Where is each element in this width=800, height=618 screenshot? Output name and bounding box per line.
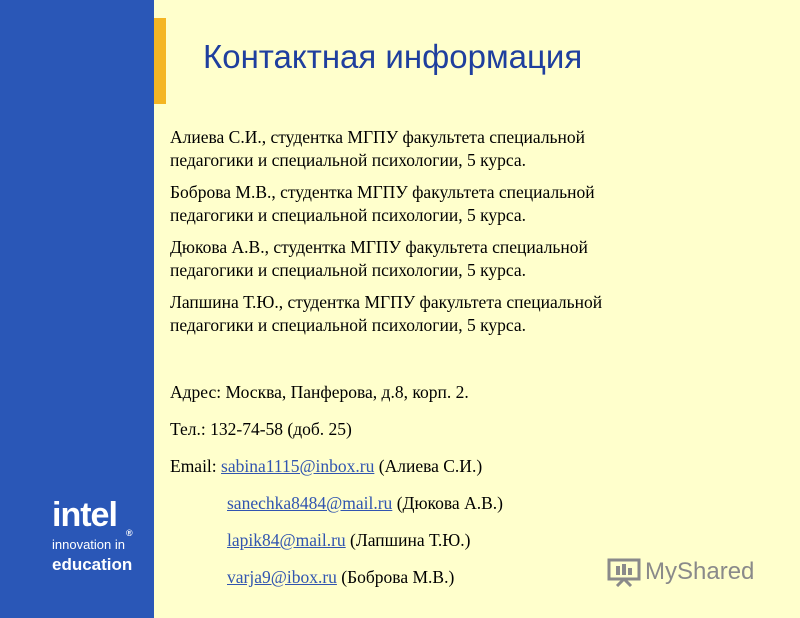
intel-logo bbox=[52, 497, 152, 574]
contact-entry bbox=[170, 291, 785, 337]
entry-line: педагогики и специальной психологии, 5 курса. bbox=[170, 260, 526, 280]
email-owner: (Лапшина Т.Ю.) bbox=[345, 530, 471, 550]
phone-line: Тел.: 132-74-58 (доб. 25) bbox=[170, 419, 352, 439]
entry-line: Дюкова А.В., студентка МГПУ факультета специальной bbox=[170, 237, 588, 257]
intel-wordmark bbox=[52, 496, 132, 538]
intel-word: intel bbox=[52, 496, 117, 534]
page-title: Контактная информация bbox=[203, 38, 583, 75]
entry-line: педагогики и специальной психологии, 5 курса. bbox=[170, 205, 526, 225]
contact-entry bbox=[170, 181, 785, 227]
watermark-text: MyShared bbox=[645, 558, 755, 585]
email-line bbox=[170, 529, 785, 552]
email-label: Email: bbox=[170, 456, 222, 476]
myshared-watermark bbox=[607, 557, 754, 587]
entry-line: Лапшина Т.Ю., студентка МГПУ факультета специальной bbox=[170, 292, 603, 312]
email-line bbox=[170, 455, 785, 478]
logo-tagline: education bbox=[52, 555, 133, 574]
presentation-board-icon bbox=[607, 557, 641, 587]
accent-bar bbox=[154, 18, 166, 104]
entry-line: педагогики и специальной психологии, 5 курса. bbox=[170, 150, 526, 170]
registered-mark: ® bbox=[126, 528, 132, 538]
email-link-lapshina[interactable]: lapik84@mail.ru bbox=[227, 530, 346, 550]
email-link-bobrova[interactable]: varja9@ibox.ru bbox=[227, 567, 337, 587]
entry-line: педагогики и специальной психологии, 5 курса. bbox=[170, 315, 526, 335]
email-line bbox=[170, 492, 785, 515]
logo-tagline: innovation in bbox=[52, 537, 125, 552]
address-line: Адрес: Москва, Панферова, д.8, корп. 2. bbox=[170, 382, 469, 402]
email-owner: (Дюкова А.В.) bbox=[392, 493, 503, 513]
email-link-alieva[interactable]: sabina1115@inbox.ru bbox=[221, 456, 375, 476]
contact-entry bbox=[170, 236, 785, 282]
entry-line: Алиева С.И., студентка МГПУ факультета специальной bbox=[170, 127, 586, 147]
email-owner: (Алиева С.И.) bbox=[374, 456, 483, 476]
contact-content bbox=[170, 126, 785, 603]
contact-entry bbox=[170, 126, 785, 172]
email-link-dyukova[interactable]: sanechka8484@mail.ru bbox=[227, 493, 393, 513]
entry-line: Боброва М.В., студентка МГПУ факультета специальной bbox=[170, 182, 595, 202]
email-owner: (Боброва М.В.) bbox=[336, 567, 455, 587]
